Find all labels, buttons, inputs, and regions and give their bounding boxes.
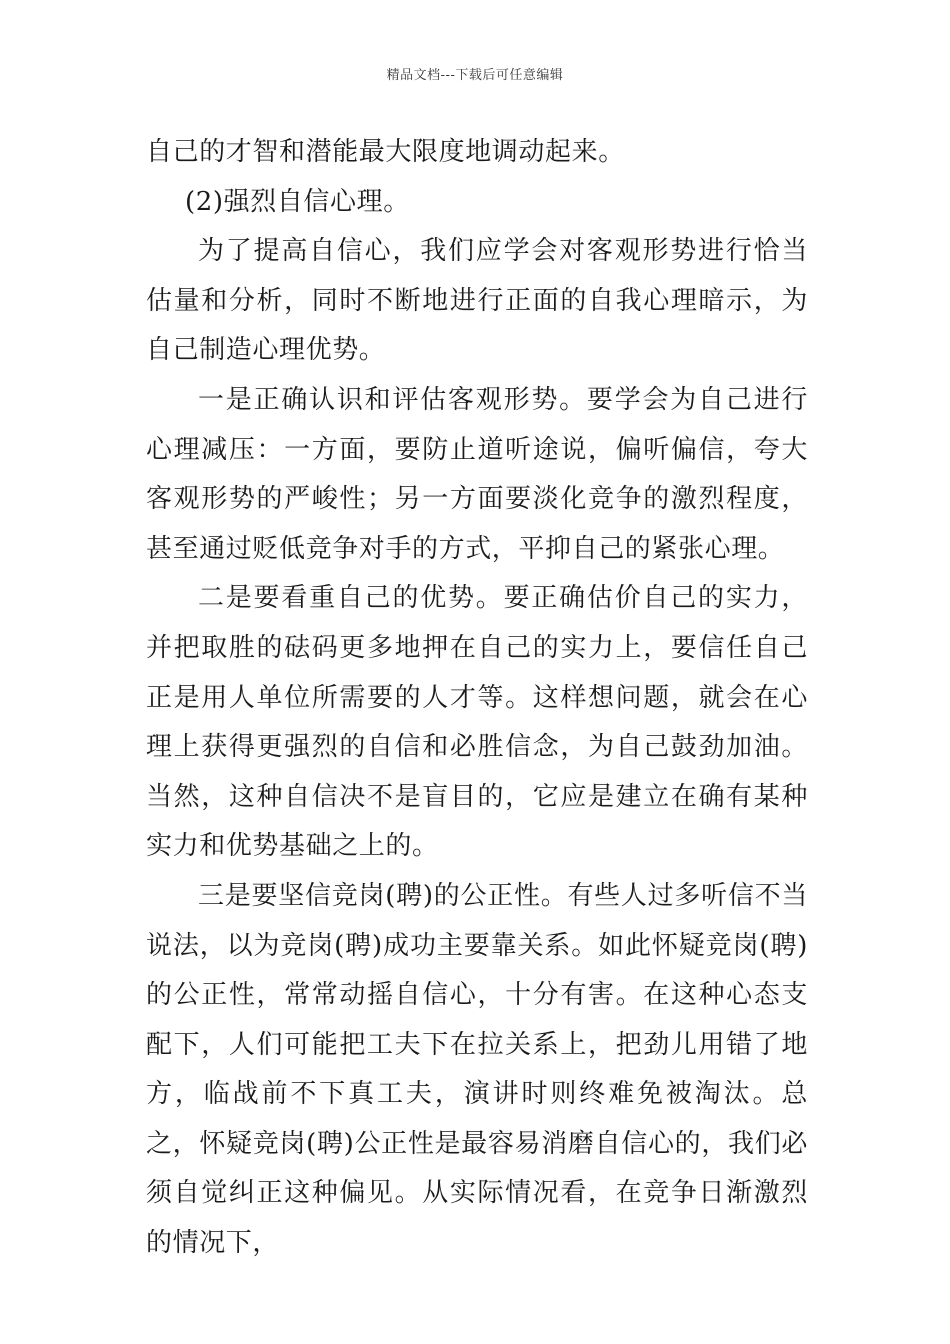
page-header: 精品文档---下载后可任意编辑 — [386, 68, 564, 83]
section-subheading: (2)强烈自信心理。 — [185, 186, 410, 217]
paragraph-point-one: 一是正确认识和评估客观形势。要学会为自己进行心理减压：一方面，要防止道听途说，偏听偏信，夸大客观形势的严峻性；另一方面要淡化竞争的激烈程度，甚至通过贬低竞争对手的方式，平抑自己的紧张心理。 — [146, 384, 808, 564]
paragraph-intro: 为了提高自信心，我们应学会对客观形势进行恰当估量和分析，同时不断地进行正面的自我心理暗示，为自己制造心理优势。 — [146, 236, 808, 366]
paragraph-continuation: 自己的才智和潜能最大限度地调动起来。 — [146, 137, 625, 167]
document-body — [146, 128, 808, 1269]
paragraph-point-three: 三是要坚信竞岗(聘)的公正性。有些人过多听信不当说法，以为竞岗(聘)成功主要靠关系。如此怀疑竞岗(聘)的公正性，常常动摇自信心，十分有害。在这种心态支配下，人们可能把工夫下在拉关系上，把劲儿用错了地方，临战前不下真工夫，演讲时则终难免被淘汰。总之，怀疑竞岗(聘)公正性是最容易消磨自信心的，我们必须自觉纠正这种偏见。从实际情况看，在竞争日渐激烈的情况下， — [146, 880, 808, 1259]
paragraph-point-two: 二是要看重自己的优势。要正确估价自己的实力，并把取胜的砝码更多地押在自己的实力上，要信任自己正是用人单位所需要的人才等。这样想问题，就会在心理上获得更强烈的自信和必胜信念，为自己鼓劲加油。当然，这种自信决不是盲目的，它应是建立在确有某种实力和优势基础之上的。 — [146, 583, 808, 862]
